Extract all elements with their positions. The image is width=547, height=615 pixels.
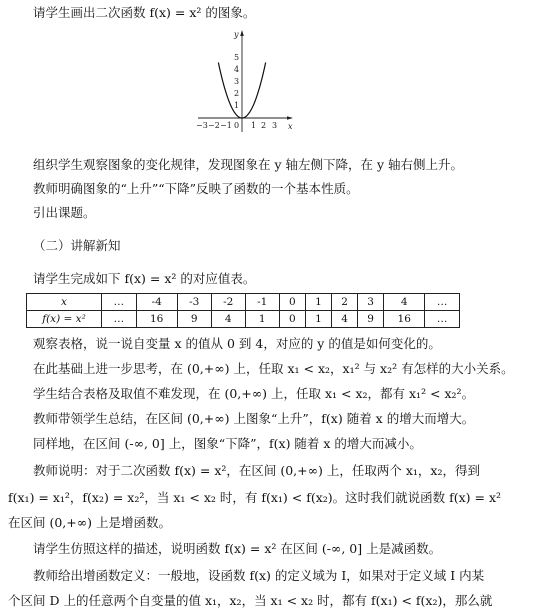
table-cell: -4 [136,294,177,311]
table-cell: 16 [384,311,425,328]
x-tick-neg1: −1 [220,121,232,130]
table-cell: -1 [245,294,279,311]
table-cell: 0 [279,294,305,311]
x-tick-0: 0 [234,121,240,130]
table-cell: 4 [211,311,245,328]
table-cell: … [102,294,137,311]
table-cell: 1 [305,294,331,311]
x-axis-label: x [288,122,293,131]
text-line-14: 在区间 (0,+∞) 上是增函数。 [8,515,172,530]
text-line-11: 同样地，在区间 (-∞, 0] 上，图象“下降”，f(x) 随着 x 的增大而减小。 [33,436,422,451]
table-header-x: x [27,294,102,311]
text-line-17: 个区间 D 上的任意两个自变量的值 x₁，x₂，当 x₁ < x₂ 时，都有 f(x₁) < f(x₂)，那么就 [8,593,493,608]
table-cell: 4 [331,311,357,328]
text-line-15: 请学生仿照这样的描述，说明函数 f(x) = x² 在区间 (-∞, 0] 上是减函数。 [33,541,442,556]
section-heading: （二）讲解新知 [33,238,121,253]
text-line-3: 教师明确图象的“上升”“下降”反映了函数的一个基本性质。 [33,181,359,196]
y-tick-4: 4 [234,65,240,74]
text-line-2: 组织学生观察图象的变化规律，发现图象在 y 轴左侧下降，在 y 轴右侧上升。 [33,157,464,172]
table-cell: … [102,311,137,328]
text-line-10: 教师带领学生总结，在区间 (0,+∞) 上图象“上升”，f(x) 随着 x 的增大而增大。 [33,411,475,426]
table-cell: … [425,294,460,311]
table-header-fx: f(x) = x² [27,311,102,328]
x-tick-neg3: −3 [196,121,208,130]
table-cell: 0 [279,311,305,328]
table-cell: 9 [177,311,211,328]
x-tick-neg2: −2 [208,121,220,130]
y-tick-1: 1 [234,101,240,110]
text-line-6: 请学生完成如下 f(x) = x² 的对应值表。 [33,271,256,286]
x-tick-1: 1 [251,121,257,130]
text-line-16: 教师给出增函数定义：一般地，设函数 f(x) 的定义域为 I，如果对于定义域 I 内某 [33,568,485,583]
table-cell: … [425,311,460,328]
table-cell: 16 [136,311,177,328]
table-cell: 1 [245,311,279,328]
text-line-7: 观察表格，说一说自变量 x 的值从 0 到 4，对应的 y 的值是如何变化的。 [33,336,441,351]
parabola-graph [195,28,305,138]
table-cell: 4 [384,294,425,311]
parabola-svg [195,28,305,138]
x-axis-arrow-icon [287,116,293,120]
table-cell: 3 [358,294,384,311]
text-line-9: 学生结合表格及取值不难发现，在 (0,+∞) 上，任取 x₁ < x₂，都有 x₁² < x₂²。 [33,386,475,401]
text-line-8: 在此基础上进一步思考，在 (0,+∞) 上，任取 x₁ < x₂，x₁² 与 x₂² 有怎样的大小关系。 [33,361,514,376]
table-cell: -3 [177,294,211,311]
x-tick-3: 3 [272,121,278,130]
y-tick-2: 2 [234,89,240,98]
y-axis-arrow-icon [240,30,244,36]
text-line-4: 引出课题。 [33,205,96,220]
table-cell: 2 [331,294,357,311]
y-tick-5: 5 [234,53,240,62]
text-line-13: f(x₁) = x₁²，f(x₂) = x₂²，当 x₁ < x₂ 时，有 f(x₁) < f(x₂)。这时我们就说函数 f(x) = x² [8,490,502,505]
y-tick-3: 3 [234,77,240,86]
table-cell: 9 [358,311,384,328]
table-row-x [27,294,460,311]
text-line-12: 教师说明：对于二次函数 f(x) = x²，在区间 (0,+∞) 上，任取两个 x₁，x₂，得到 [33,463,480,478]
text-line-1: 请学生画出二次函数 f(x) = x² 的图象。 [33,5,256,20]
x-tick-2: 2 [261,121,267,130]
table-row-fx [27,311,460,328]
table-cell: 1 [305,311,331,328]
y-axis-label: y [234,30,239,39]
table-cell: -2 [211,294,245,311]
value-table [26,293,460,328]
